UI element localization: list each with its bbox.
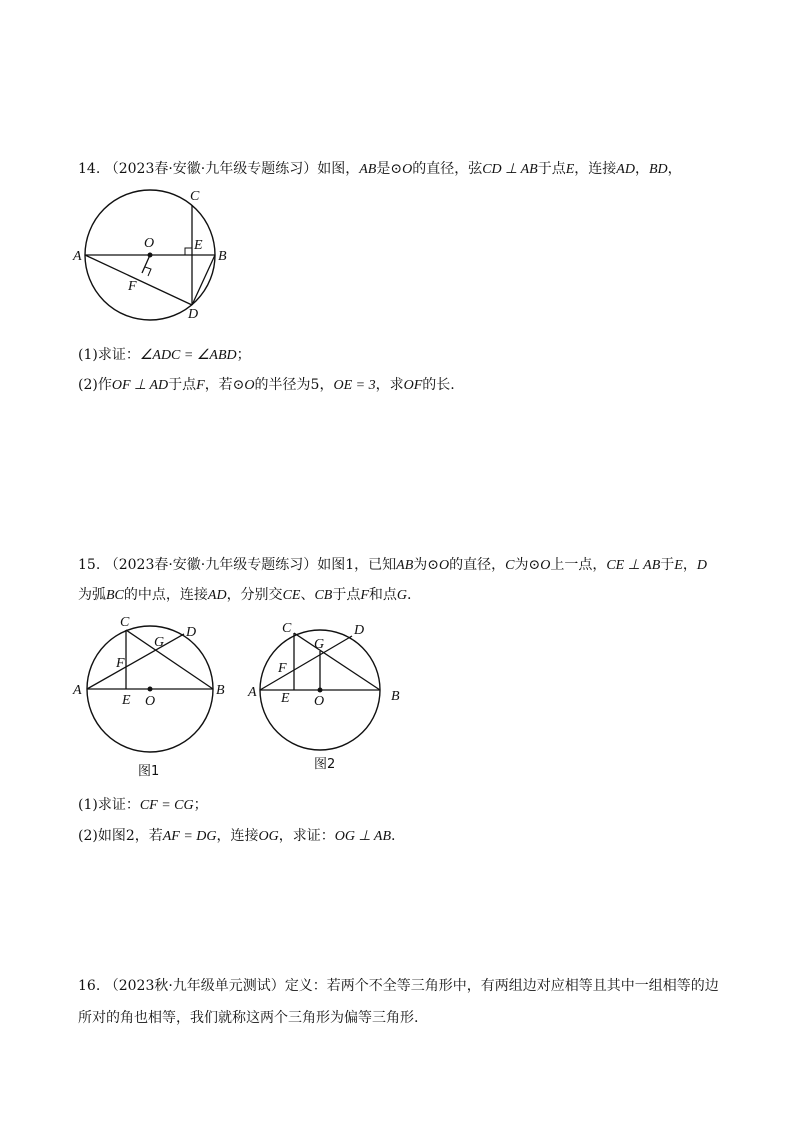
label-b: B	[216, 683, 225, 698]
segment-of	[142, 255, 150, 273]
label-e: E	[122, 693, 131, 708]
q16-stem-line1: 16. （2023秋·九年级单元测试）定义：若两个不全等三角形中，有两组边对应相等且其中一组相等的边	[78, 978, 719, 994]
q16-stem-line2: 所对的角也相等，我们就称这两个三角形为偏等三角形.	[78, 1010, 419, 1026]
label-o: O	[144, 236, 155, 251]
label-f: F	[116, 656, 125, 671]
label-e: E	[281, 691, 290, 706]
label-f: F	[278, 661, 287, 676]
figure-caption: 图2	[314, 757, 336, 772]
question-source: （2023春·安徽·九年级专题练习）	[104, 557, 318, 573]
q14-part1: (1)求证：∠ADC = ∠ABD；	[78, 347, 251, 363]
right-angle-mark-f	[145, 267, 151, 276]
label-d: D	[354, 623, 365, 638]
label-o: O	[145, 694, 156, 709]
label-o: O	[314, 694, 325, 709]
center-dot	[318, 688, 323, 693]
q15-stem-line1: 15. （2023春·安徽·九年级专题练习）如图1，已知AB为⊙O的直径，C为⊙O上一点，CE ⊥ AB于E，D	[78, 557, 707, 573]
figure-caption: 图1	[138, 764, 160, 779]
label-c: C	[120, 615, 130, 630]
segment-ad	[87, 634, 184, 689]
label-d: D	[188, 307, 199, 322]
q15-figure-2	[248, 610, 408, 780]
q15-part2: (2)如图2，若AF = DG，连接OG，求证：OG ⊥ AB.	[78, 828, 396, 844]
label-a: A	[73, 683, 82, 698]
label-c: C	[190, 189, 200, 204]
label-f: F	[128, 279, 137, 294]
q14-figure	[70, 185, 230, 325]
question-number: 16.	[78, 978, 101, 994]
label-g: G	[314, 637, 325, 652]
q14-stem: 14. （2023春·安徽·九年级专题练习）如图，AB是⊙O的直径，弦CD ⊥ AB于点E，连接AD，BD，	[78, 161, 682, 177]
label-b: B	[218, 249, 227, 264]
q15-part1: (1)求证：CF = CG；	[78, 797, 208, 813]
q15-figure-1	[70, 612, 230, 782]
label-g: G	[154, 635, 165, 650]
segment-bd	[192, 255, 215, 305]
q15-stem-line2: 为弧BC的中点，连接AD，分别交CE、CB于点F和点G.	[78, 587, 412, 603]
question-source: （2023春·安徽·九年级专题练习）	[104, 161, 318, 177]
question-number: 14.	[78, 161, 101, 177]
label-e: E	[194, 238, 203, 253]
center-dot	[148, 687, 153, 692]
label-a: A	[248, 685, 257, 700]
right-angle-mark-e	[185, 248, 192, 255]
q14-part2: (2)作OF ⊥ AD于点F，若⊙O的半径为5，OE = 3，求OF的长.	[78, 377, 455, 393]
label-b: B	[391, 689, 400, 704]
label-d: D	[186, 625, 197, 640]
segment-cb	[294, 633, 380, 690]
question-number: 15.	[78, 557, 101, 573]
label-a: A	[73, 249, 82, 264]
label-c: C	[282, 621, 292, 636]
question-source: （2023秋·九年级单元测试）	[104, 978, 285, 994]
center-dot	[148, 253, 153, 258]
